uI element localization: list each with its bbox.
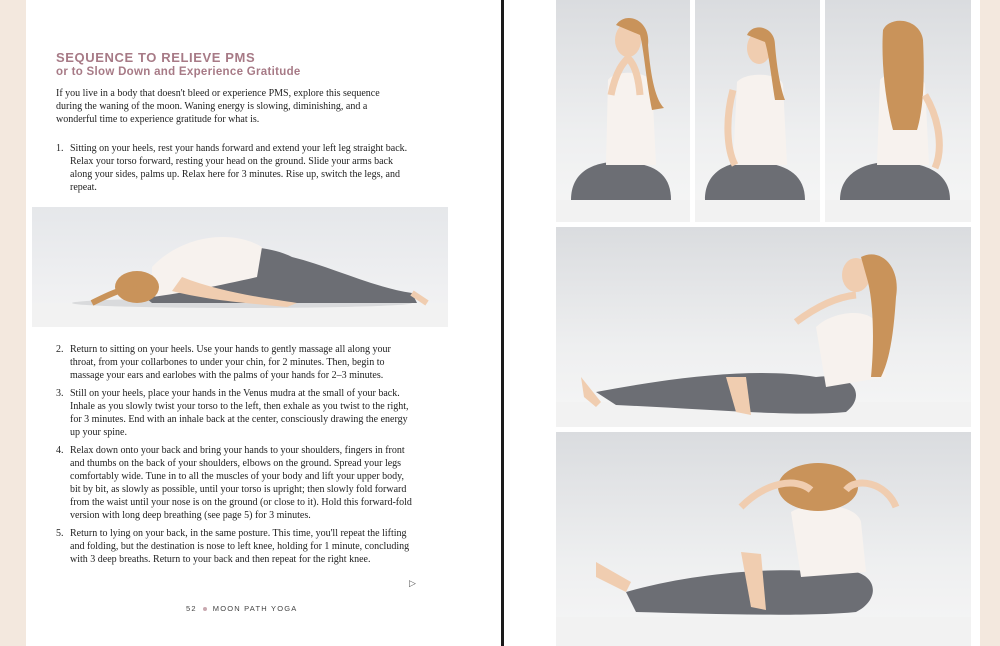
step-number: 4.	[56, 445, 64, 456]
photo-throat-massage	[556, 0, 690, 222]
step-item	[56, 142, 416, 194]
section-title: SEQUENCE TO RELIEVE PMS	[56, 50, 256, 65]
step-item	[56, 527, 416, 566]
continue-arrow-icon: ▷	[409, 578, 416, 588]
photo-child-pose	[32, 207, 448, 327]
photo-twist-back	[825, 0, 971, 222]
steps-list-2	[56, 343, 416, 571]
step-number: 1.	[56, 143, 64, 154]
right-page	[504, 0, 980, 646]
steps-list-1	[56, 142, 416, 199]
step-number: 2.	[56, 344, 64, 355]
step-item	[56, 387, 416, 439]
page-number: 52	[186, 604, 197, 613]
left-page	[26, 0, 502, 646]
footer-dot	[203, 607, 207, 611]
step-number: 5.	[56, 528, 64, 539]
book-title: MOON PATH YOGA	[212, 604, 298, 613]
photo-twist-left	[695, 0, 820, 222]
intro-paragraph: If you live in a body that doesn't bleed or experience PMS, explore this sequence during the waning of the moon. Waning energy is slowing, diminishing, and a wonderful time to experience gratitude for what is.	[56, 88, 380, 125]
step-text: Still on your heels, place your hands in the Venus mudra at the small of your back. Inhale as you slowly twist your torso to the left, then exhale as you twist to the right, for 3 minutes. End with an inhale back at the center, consciously drawing the energy up your spine.	[70, 388, 409, 438]
photo-lifting-torso	[556, 227, 971, 427]
step-text: Relax down onto your back and bring your hands to your shoulders, fingers in front and thumbs on the back of your shoulders, elbows on the ground. Spread your legs comfortably wide. Tune in to all the muscles of your body and lift your upper body, bit by bit, as slowly as possible, until your torso is upright; then slowly fold forward from the waist until your nose is on the ground (or close to it). Hold this forward-fold version with long deep breathing (see page 5) for 3 minutes.	[70, 445, 412, 521]
step-text: Return to sitting on your heels. Use your hands to gently massage all along your throat, from your collarbones to under your chin, for 2 minutes. Then, begin to massage your ears and earlobes with the palms of your hands for 2–3 minutes.	[70, 344, 391, 381]
step-item	[56, 343, 416, 382]
step-text: Sitting on your heels, rest your hands forward and extend your left leg straight back. Relax your torso forward, resting your head on the ground. Slide your arms back along your sides, palms up. Relax here for 3 minutes. Rise up, switch the legs, and repeat.	[70, 143, 408, 193]
photo-forward-fold	[556, 432, 971, 646]
page-footer	[186, 604, 297, 613]
step-number: 3.	[56, 388, 64, 399]
step-item	[56, 444, 416, 522]
section-subtitle: or to Slow Down and Experience Gratitude	[56, 66, 301, 78]
step-text: Return to lying on your back, in the same posture. This time, you'll repeat the lifting and folding, but the destination is nose to left knee, holding for 1 minute, concluding with 3 deep breaths. Return to your back and then repeat for the right knee.	[70, 528, 410, 565]
